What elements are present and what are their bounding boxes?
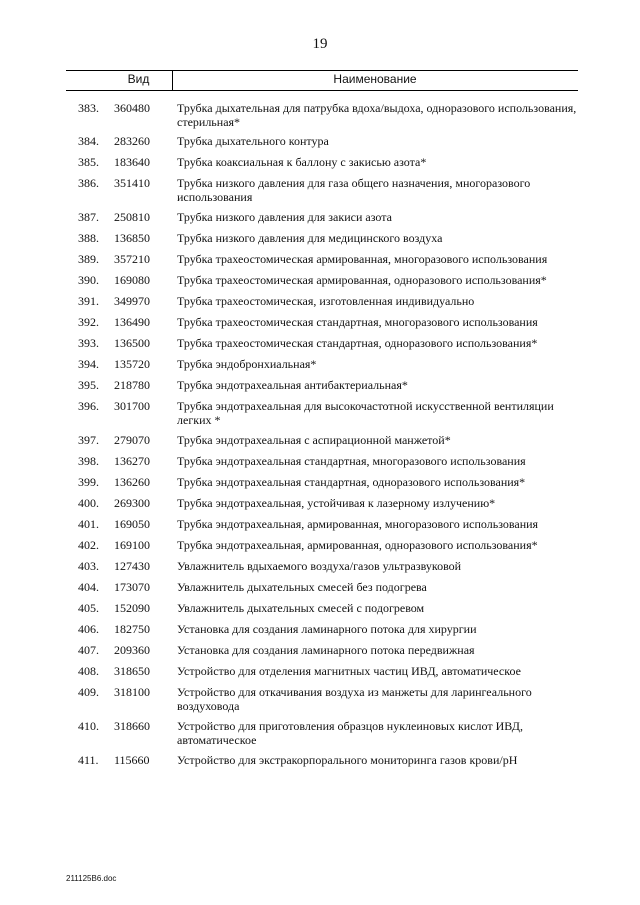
row-number: 407. — [78, 643, 99, 657]
footer-filename: 211125В6.doc — [66, 874, 117, 883]
row-name: Трубка трахеостомическая, изготовленная индивидуально — [177, 294, 475, 308]
row-code: 115660 — [114, 753, 150, 767]
row-code: 183640 — [114, 155, 150, 169]
row-number: 383. — [78, 101, 99, 115]
table-row — [0, 378, 640, 393]
row-code: 136490 — [114, 315, 150, 329]
row-number: 400. — [78, 496, 99, 510]
column-header-vid: Вид — [127, 72, 150, 86]
row-code: 351410 — [114, 176, 150, 190]
row-name: Трубка эндобронхиальная* — [177, 357, 317, 371]
table-row — [0, 176, 640, 204]
row-number: 404. — [78, 580, 99, 594]
row-name: Трубка низкого давления для медицинского воздуха — [177, 231, 443, 245]
table-row — [0, 210, 640, 225]
row-name: Трубка низкого давления для газа общего назначения, многоразового использования — [177, 176, 531, 204]
row-number: 393. — [78, 336, 99, 350]
row-code: 269300 — [114, 496, 150, 510]
row-code: 250810 — [114, 210, 150, 224]
row-name: Трубка эндотрахеальная, устойчивая к лазерному излучению* — [177, 496, 496, 510]
row-code: 136500 — [114, 336, 150, 350]
row-number: 403. — [78, 559, 99, 573]
row-name: Трубка низкого давления для закиси азота — [177, 210, 392, 224]
row-name: Трубка эндотрахеальная с аспирационной манжетой* — [177, 433, 451, 447]
row-code: 209360 — [114, 643, 150, 657]
row-code: 136270 — [114, 454, 150, 468]
row-number: 396. — [78, 399, 99, 413]
table-row — [0, 134, 640, 149]
table-row — [0, 517, 640, 532]
row-number: 402. — [78, 538, 99, 552]
row-code: 136260 — [114, 475, 150, 489]
row-number: 391. — [78, 294, 99, 308]
column-header-name: Наименование — [333, 72, 417, 86]
row-name: Трубка эндотрахеальная, армированная, одноразового использования* — [177, 538, 538, 552]
table-row — [0, 622, 640, 637]
table-row — [0, 315, 640, 330]
row-code: 169100 — [114, 538, 150, 552]
row-code: 357210 — [114, 252, 150, 266]
row-name: Трубка трахеостомическая стандартная, многоразового использования — [177, 315, 538, 329]
table-row — [0, 454, 640, 469]
row-name: Трубка эндотрахеальная стандартная, многоразового использования — [177, 454, 526, 468]
row-name: Трубка дыхательная для патрубка вдоха/выдоха, одноразового использования, стерильная* — [177, 101, 577, 129]
row-number: 385. — [78, 155, 99, 169]
table-row — [0, 580, 640, 595]
table-body — [0, 101, 640, 774]
page-number: 19 — [312, 36, 328, 52]
row-number: 398. — [78, 454, 99, 468]
row-name: Трубка эндотрахеальная, армированная, многоразового использования — [177, 517, 539, 531]
row-name: Устройство для приготовления образцов нуклеиновых кислот ИВД, автоматическое — [177, 719, 523, 747]
row-name: Увлажнитель вдыхаемого воздуха/газов ультразвуковой — [177, 559, 462, 573]
row-code: 218780 — [114, 378, 150, 392]
table-row — [0, 433, 640, 448]
row-name: Трубка эндотрахеальная стандартная, одноразового использования* — [177, 475, 526, 489]
row-number: 409. — [78, 685, 99, 699]
row-name: Установка для создания ламинарного потока для хирургии — [177, 622, 477, 636]
row-code: 127430 — [114, 559, 150, 573]
row-name: Трубка трахеостомическая стандартная, одноразового использования* — [177, 336, 538, 350]
row-code: 301700 — [114, 399, 150, 413]
row-code: 182750 — [114, 622, 150, 636]
row-name: Трубка эндотрахеальная для высокочастотной искусственной вентиляции легких * — [177, 399, 554, 427]
row-number: 410. — [78, 719, 99, 733]
row-code: 349970 — [114, 294, 150, 308]
table-row — [0, 753, 640, 768]
row-number: 387. — [78, 210, 99, 224]
table-row — [0, 399, 640, 427]
table-row — [0, 559, 640, 574]
row-number: 392. — [78, 315, 99, 329]
row-name: Трубка трахеостомическая армированная, одноразового использования* — [177, 273, 547, 287]
row-number: 411. — [78, 753, 99, 767]
row-number: 394. — [78, 357, 99, 371]
row-code: 136850 — [114, 231, 150, 245]
row-code: 169050 — [114, 517, 150, 531]
row-number: 390. — [78, 273, 99, 287]
table-row — [0, 294, 640, 309]
row-code: 173070 — [114, 580, 150, 594]
table-row — [0, 685, 640, 713]
row-number: 406. — [78, 622, 99, 636]
table-row — [0, 664, 640, 679]
row-code: 318100 — [114, 685, 150, 699]
table-row — [0, 601, 640, 616]
row-number: 405. — [78, 601, 99, 615]
table-header — [66, 70, 578, 91]
row-number: 401. — [78, 517, 99, 531]
row-code: 360480 — [114, 101, 150, 115]
row-number: 386. — [78, 176, 99, 190]
table-row — [0, 155, 640, 170]
table-row — [0, 357, 640, 372]
table-row — [0, 719, 640, 747]
row-code: 318650 — [114, 664, 150, 678]
row-name: Трубка коаксиальная к баллону с закисью азота* — [177, 155, 427, 169]
row-name: Устройство для отделения магнитных частиц ИВД, автоматическое — [177, 664, 521, 678]
table-row — [0, 273, 640, 288]
row-number: 395. — [78, 378, 99, 392]
table-row — [0, 231, 640, 246]
table-row — [0, 252, 640, 267]
row-name: Установка для создания ламинарного потока передвижная — [177, 643, 475, 657]
row-name: Устройство для откачивания воздуха из манжеты для ларингеального воздуховода — [177, 685, 532, 713]
row-number: 397. — [78, 433, 99, 447]
row-number: 384. — [78, 134, 99, 148]
row-name: Трубка эндотрахеальная антибактериальная* — [177, 378, 408, 392]
row-code: 169080 — [114, 273, 150, 287]
table-row — [0, 643, 640, 658]
row-code: 152090 — [114, 601, 150, 615]
table-row — [0, 336, 640, 351]
row-code: 279070 — [114, 433, 150, 447]
row-name: Трубка дыхательного контура — [177, 134, 329, 148]
row-code: 318660 — [114, 719, 150, 733]
row-name: Увлажнитель дыхательных смесей без подогрева — [177, 580, 427, 594]
row-name: Трубка трахеостомическая армированная, многоразового использования — [177, 252, 548, 266]
table-row — [0, 538, 640, 553]
row-code: 135720 — [114, 357, 150, 371]
table-row — [0, 475, 640, 490]
row-name: Увлажнитель дыхательных смесей с подогревом — [177, 601, 425, 615]
row-number: 388. — [78, 231, 99, 245]
table-row — [0, 101, 640, 129]
row-number: 408. — [78, 664, 99, 678]
row-name: Устройство для экстракорпорального мониторинга газов крови/pH — [177, 753, 518, 767]
row-number: 399. — [78, 475, 99, 489]
row-number: 389. — [78, 252, 99, 266]
table-row — [0, 496, 640, 511]
row-code: 283260 — [114, 134, 150, 148]
